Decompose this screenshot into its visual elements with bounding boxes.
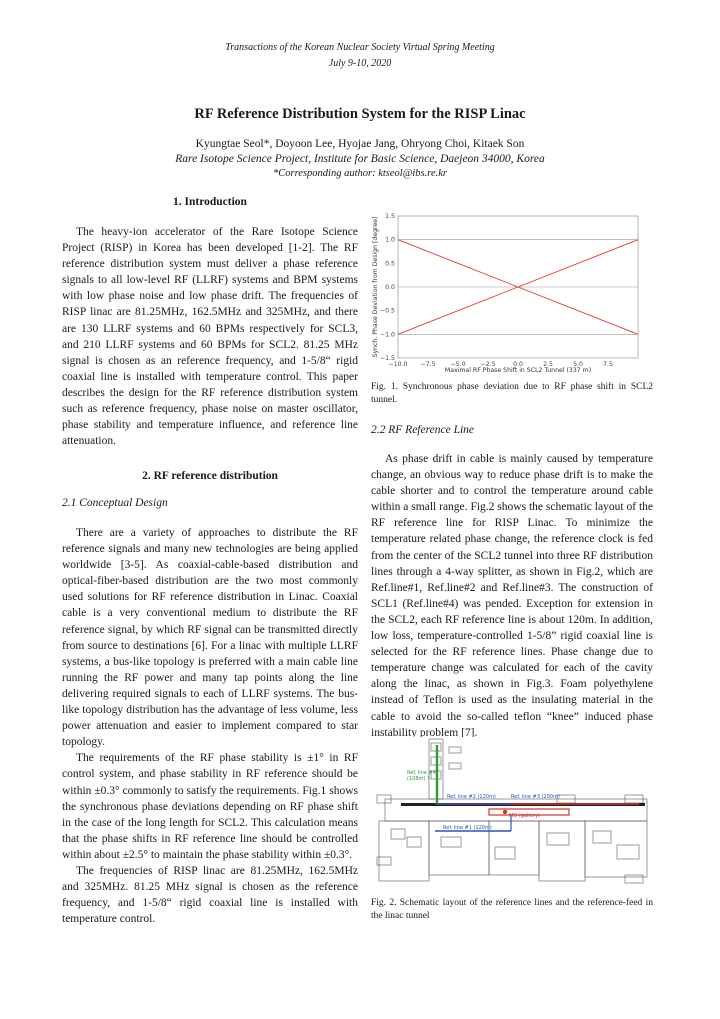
chart-y-tick: 1.0 (385, 236, 395, 244)
conceptual-design-heading: 2.1 Conceptual Design (62, 497, 168, 509)
label-ref-line-4: Ref. line #4 (407, 770, 436, 776)
fig2-schematic (371, 737, 653, 890)
label-ref-line-3: Ref. line #3 (200m) (511, 794, 560, 800)
corresponding-author: *Corresponding author: ktseol@ibs.re.kr (273, 168, 447, 179)
intro-paragraph: The heavy-ion accelerator of the Rare Isotope Science Project (RISP) in Korea has been developed [1-2]. The RF reference distribution system must deliver a phase reference signals to all low-level RF (LLRF) systems and BPM systems with low phase noise and low phase drift. The frequencies of RISP linac are 81.25MHz, 162.5MHz and 325MHz, and there are 130 LLRF systems and 60 BPMs respectively for SCL3, and 210 LLRF systems and 60 BPMs for SCL2. 81.25 MHz signal is chosen as an reference frequency, and 1-5/8“ rigid coaxial line is installed with temperature control. This paper describes the design for the RF reference distribution system such as reference frequency, phase noise on master oscillator, phase stability and temperature influence, and reference line attenuation. (62, 226, 358, 448)
reference-line-heading: 2.2 RF Reference Line (371, 424, 475, 436)
chart-y-tick: −0.5 (379, 307, 395, 315)
chart-y-tick: −1.0 (379, 331, 395, 339)
label-ref-line-4-length: (108m) ? (407, 776, 430, 782)
label-ref-line-2: Ref. line #2 (120m) (447, 794, 496, 800)
conceptual-body (62, 525, 358, 927)
label-ref-line-1: Ref. line #1 (120m) (443, 825, 492, 831)
schematic-structure (377, 739, 647, 883)
rf-distribution-heading: 2. RF reference distribution (142, 470, 278, 482)
intro-body (62, 224, 358, 449)
label-master-oscillator: MO (gallery) (509, 813, 540, 819)
reference-line-paragraph: As phase drift in cable is mainly caused by temperature change, an obvious way to reduce phase drift is to make the cable shorter and to control the temperature around cable within a small range. Fig.2 shows the schematic layout of the RF reference line for RISP Linac. To minimize the temperature related phase change, the reference clock is fed from the center of the SCL2 tunnel into three RF distribution lines through a 4-way splitter, as shown in Fig.2, which are Ref.line#1, Ref.line#2 and Ref.line#3. The construction of SCL1 (Ref.line#4) was pended. Exception for extension in the SCL2, each RF reference line is about 120m. In addition, low loss, temperature-controlled 1-5/8” rigid coaxial line is selected for the RF reference lines. Phase change due to temperature change was calculated for each of the cavity along the linac, as shown in Fig.3. Foam polyethylene instead of Teflon is used as the insulating material in the cable to avoid the so-called teflon “knee” induced phase instability problem [7]. (371, 453, 653, 739)
chart-x-tick: 5.0 (573, 361, 583, 368)
meeting-date: July 9-10, 2020 (328, 58, 392, 69)
chart-x-tick: −7.5 (420, 361, 436, 368)
fig2-caption: Fig. 2. Schematic layout of the reference lines and the reference-feed in the linac tunnel (371, 898, 653, 921)
chart-x-axis-label: Maximal RF Phase Shift in SCL2 Tunnel (337 m) (444, 367, 592, 374)
chart-x-tick: −2.5 (480, 361, 496, 368)
chart-x-tick: 0.0 (513, 361, 523, 368)
conceptual-paragraph-1: There are a variety of approaches to distribute the RF reference signals and many new technologies are being applied worldwide [3-5]. As coaxial-cable-based distribution and optical-fiber-based distribution are the two most commonly used solutions for RF reference distribution in Linac. Coaxial cable is a very conventional medium to distribute the RF reference signal, by which RF signal can be transmitted directly from source to destinations [6]. For a linac with multiple LLRF systems, a bus-like topology is preferred with a main cable line running the RF power and many tap points along the line delivering required signals to each of LLRF systems. The bus-like topology distribution has the advantage of less volume, less power attenuation and easier to implement compared to star topology. (62, 527, 358, 749)
paper-title: RF Reference Distribution System for the RISP Linac (194, 106, 526, 122)
chart-y-axis-label: Synch. Phase Deviation from Design [degree] (372, 216, 379, 358)
fig1-caption: Fig. 1. Synchronous phase deviation due to RF phase shift in SCL2 tunnel. (371, 382, 653, 405)
intro-heading: 1. Introduction (173, 196, 247, 208)
chart-x-tick: 2.5 (543, 361, 553, 368)
chart-x-tick: −10.0 (388, 361, 408, 368)
chart-x-tick: 7.5 (603, 361, 613, 368)
chart-y-tick: 0.0 (385, 284, 395, 291)
chart-y-tick: −1.5 (379, 355, 395, 362)
fig1-chart (370, 210, 652, 375)
chart-x-tick: −5.0 (450, 361, 466, 368)
reference-line-body (371, 451, 653, 741)
conceptual-paragraph-2: The requirements of the RF phase stability is ±1° in RF control system, and phase stability in RF reference should be within ±0.3° commonly to satisfy the requirements. Fig.1 shows the synchronous phase deviations depending on RF phase shift in the case of the long length for SCL2. This calculation means that the phase shifts in RF reference line should be controlled within about ±2.5° to maintain the phase stability within ±0.3°. (62, 752, 358, 861)
conceptual-paragraph-3: The frequencies of RISP linac are 81.25MHz, 162.5MHz and 325MHz. 81.25 MHz signal is chosen as the reference frequency, and 1-5/8“ rigid coaxial line is installed with temperature control. (62, 864, 358, 926)
affiliation: Rare Isotope Science Project, Institute for Basic Science, Daejeon 34000, Korea (175, 153, 545, 165)
master-oscillator-marker (503, 810, 507, 814)
chart-y-tick: 0.5 (385, 260, 395, 268)
authors: Kyungtae Seol*, Doyoon Lee, Hyojae Jang, Ohryong Choi, Kitaek Son (195, 138, 525, 150)
chart-y-tick: 1.5 (385, 213, 395, 220)
journal-header: Transactions of the Korean Nuclear Society Virtual Spring Meeting (225, 42, 495, 53)
